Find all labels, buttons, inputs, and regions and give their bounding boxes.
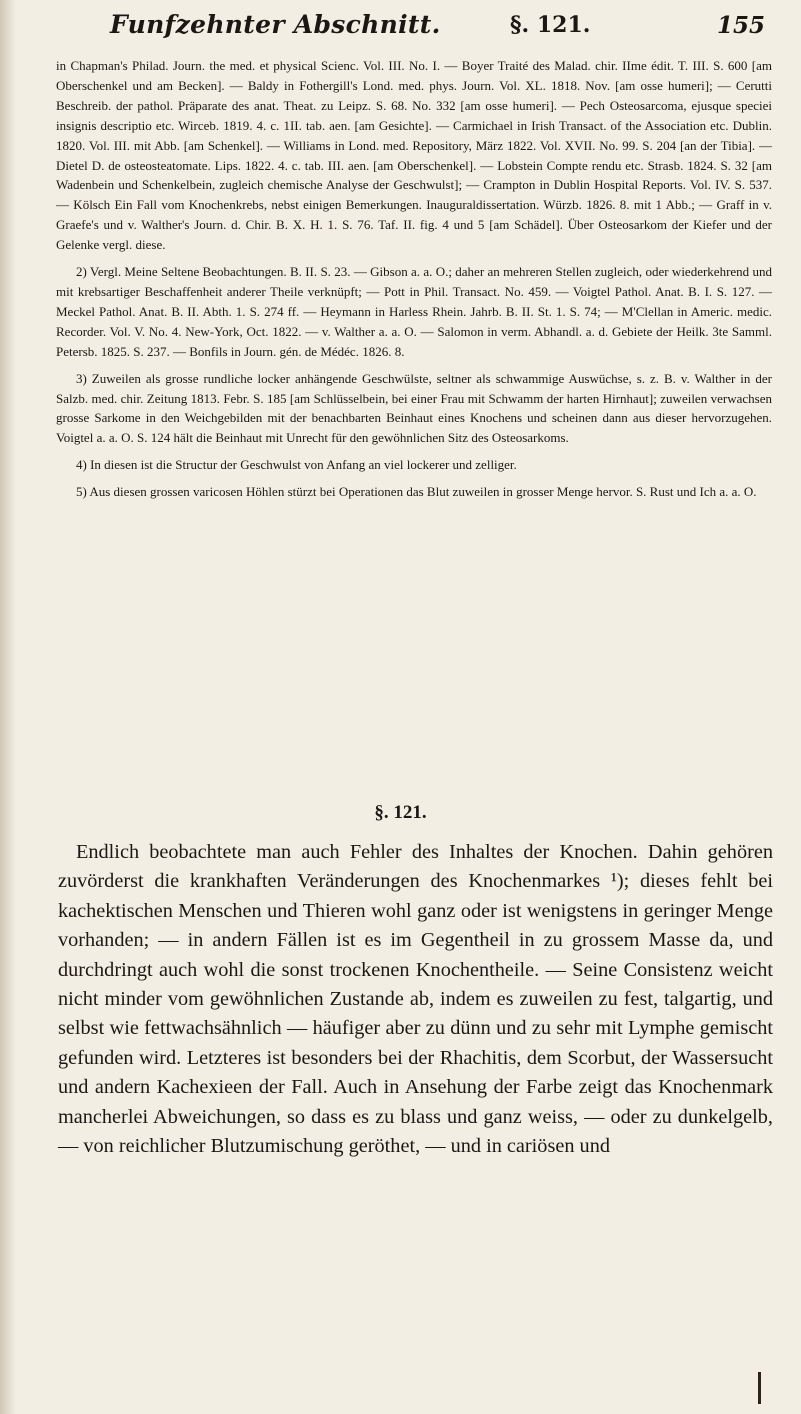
chapter-title: Funfzehnter Abschnitt. [110,10,441,39]
print-mark [758,1372,761,1404]
main-paragraph: Endlich beobachtete man auch Fehler des Inhaltes der Knochen. Dahin gehören zuvörderst die krankhaften Veränderungen des Knochenmarkes ¹); dieses fehlt bei kachektischen Menschen und Thieren wohl ganz oder ist wenigstens in geringer Menge vorhanden; — in andern Fällen ist es im Gegentheil in zu grossem Masse da, und durchdringt auch wohl die sonst trockenen Knochentheile. — Seine Consistenz weicht nicht minder vom gewöhnlichen Zustande ab, indem es zuweilen zu fest, talgartig, und selbst wie fettwachsähnlich — häufiger aber zu dünn und zu sehr mit Lymphe gemischt gefunden wird. Letzteres ist besonders bei der Rhachitis, dem Scorbut, der Wassersucht und andern Kachexieen der Fall. Auch in Ansehung der Farbe zeigt das Knochenmark mancherlei Abweichungen, so dass es zu blass und ganz weiss, — oder zu dunkelgelb, — von reichlicher Blutzumischung geröthet, — und in cariösen und [58,841,773,1158]
footnote-2: 2) Vergl. Meine Seltene Beobachtungen. B. II. S. 23. — Gibson a. a. O.; daher an mehreren Stellen zugleich, oder wiederkehrend und mit krebsartiger Beschaffenheit anderer Theile verknüpft; — Pott in Phil. Transact. No. 459. — Voigtel Pathol. Anat. B. I. S. 127. — Meckel Pathol. Anat. B. II. Abth. 1. S. 274 ff. — Heymann in Harless Rhein. Jahrb. B. II. St. 1. S. 74; — M'Clellan in Americ. medic. Recorder. Vol. V. No. 4. New-York, Oct. 1822. — v. Walther a. a. O. — Salomon in verm. Abhandl. a. d. Gebiete der Heilk. 3te Samml. Petersb. 1825. S. 237. — Bonfils in Journ. gén. de Médéc. 1826. 8. [56,264,772,359]
section-heading: §. 121. [374,802,427,823]
footnote-continuation: in Chapman's Philad. Journ. the med. et physical Scienc. Vol. III. No. I. — Boyer Traité des Malad. chir. IIme édit. T. III. S. 600 [am Oberschenkel und am Becken]. — Baldy in Fothergill's Lond. med. phys. Journ. Vol. XL. 1818. Nov. [am osse humeri]; — Cerutti Beschreib. der pathol. Präparate des anat. Theat. zu Leipz. S. 68. No. 332 [am osse humeri]. — Pech Osteosarcoma, ejusque speciei insignis descriptio etc. Wirceb. 1819. 4. c. 1II. tab. aen. [am Gesichte]. — Carmichael in Irish Transact. of the Association etc. Dublin. 1820. Vol. III. mit Abb. [am Schenkel]. — Williams in Lond. med. Repository, März 1822. Vol. XVII. No. 99. S. 204 [an der Tibia]. — Dietel D. de osteosteatomate. Lips. 1822. 4. c. tab. III. aen. [am Oberschenkel]. — Lobstein Compte rendu etc. Strasb. 1824. S. 32 [am Wadenbein und Schenkelbein, zugleich chemische Analyse der Geschwulst]; — Crampton in Dublin Hospital Reports. Vol. IV. S. 537. — Kölsch Ein Fall vom Knochenkrebs, nebst einigen Bemerkungen. Inauguraldissertation. Würzb. 1826. 8. mit 1 Abb.; — Graff in v. Graefe's und v. Walther's Journ. d. Chir. B. X. H. 1. S. 76. Taf. II. fig. 4 und 5 [am Schädel]. Über Osteosarkom der Kiefer und der Gelenke vergl. diese. [56,58,772,253]
footnote-3: 3) Zuweilen als grosse rundliche locker anhängende Geschwülste, seltner als schwammige Auswüchse, s. z. B. v. Walther in der Salzb. med. chir. Zeitung 1813. Febr. S. 185 [am Schlüsselbein, bei einer Frau mit Schwamm der harten Hirnhaut]; zuweilen verwachsen grosse Sarkome in den Weichgebilden mit der benachbarten Beinhaut eines Knochens und scheinen dann aus dieser hervorzugehen. Voigtel a. a. O. S. 124 hält die Beinhaut mit Unrecht für den gewöhnlichen Sitz des Osteosarkoms. [56,370,772,446]
header-section-number: §. 121. [510,12,591,38]
footnote-5: 5) Aus diesen grossen varicosen Höhlen stürzt bei Operationen das Blut zuweilen in grosser Menge hervor. S. Rust und Ich a. a. O. [76,484,757,500]
binding-gutter [0,0,16,1414]
running-header [40,10,765,50]
footnote-4: 4) In diesen ist die Structur der Geschwulst von Anfang an viel lockerer und zelliger. [76,457,517,473]
page-number: 155 [716,12,765,39]
footnotes-block [56,56,772,509]
main-body [58,838,773,1161]
